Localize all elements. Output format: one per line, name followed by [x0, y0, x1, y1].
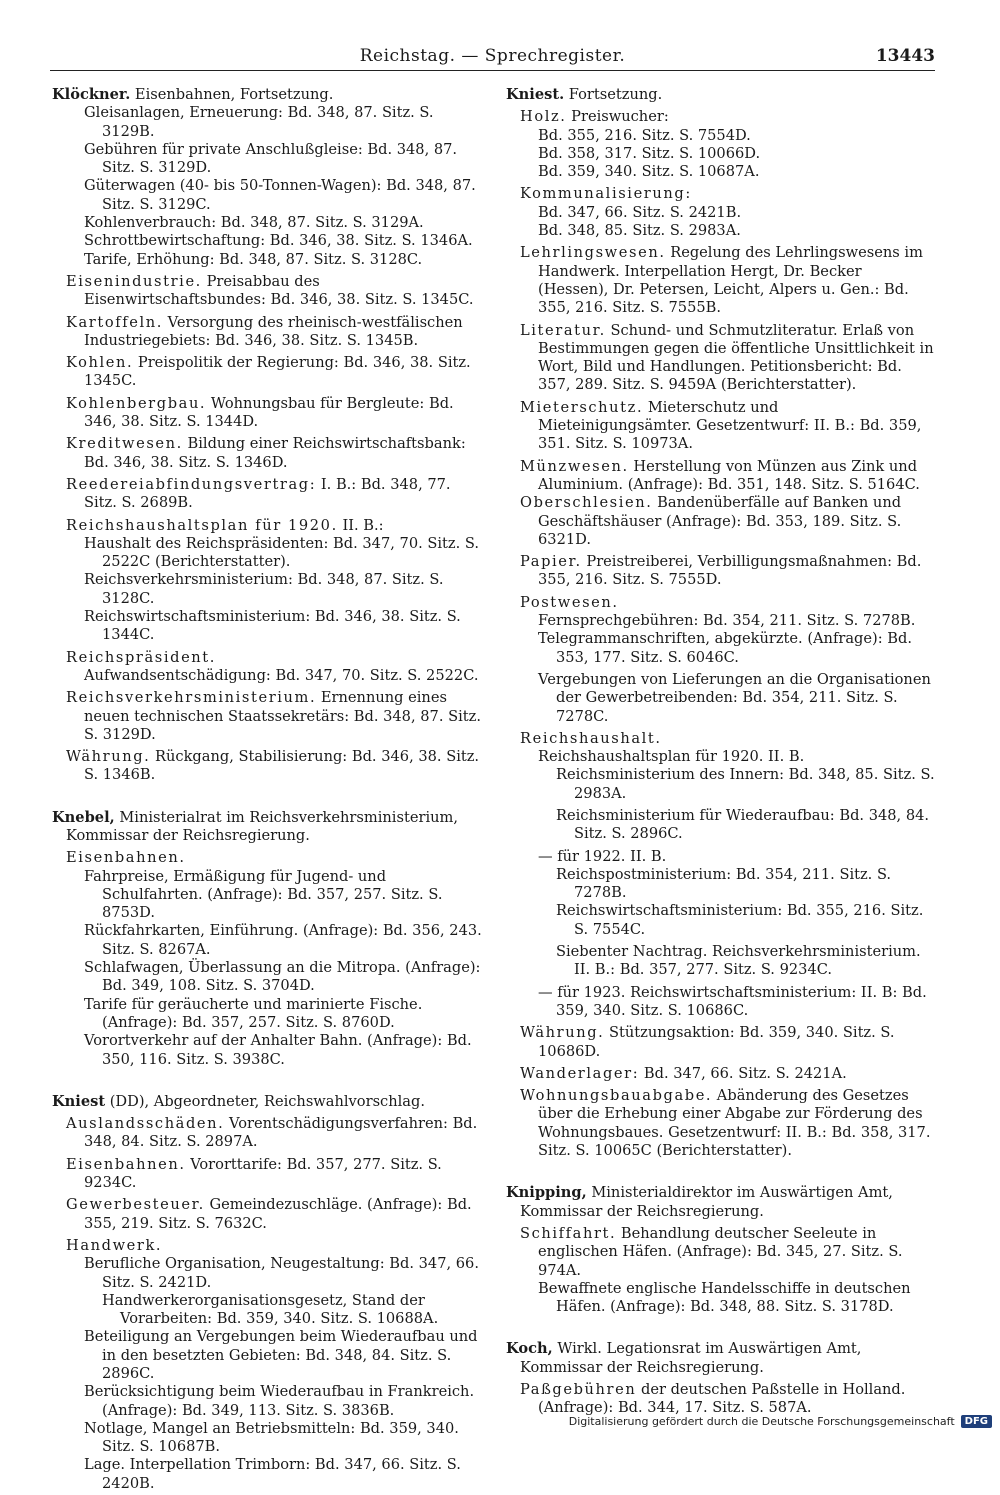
entry-heading: [506, 1184, 936, 1221]
subject-label: Oberschlesien.: [520, 494, 653, 512]
subject-item: [506, 1024, 936, 1061]
subject-item: [52, 1156, 482, 1193]
entry-heading-text: Ministerialrat im Reichsverkehrsministerium, Kommissar der Reichsregierung.: [66, 808, 458, 844]
entry-heading-text: Ministerialdirektor im Auswärtigen Amt, Kommissar der Reichsregierung.: [520, 1184, 893, 1220]
subject-item: [52, 748, 482, 785]
subject-item: [506, 244, 936, 317]
subject-label: Auslandsschäden.: [66, 1115, 225, 1133]
subject-label: Gewerbesteuer.: [66, 1196, 205, 1214]
list-item: Bd. 355, 216. Sitz. S. 7554D.: [538, 126, 751, 144]
subject-text: der deutschen Paßstelle in Holland. (Anfrage): Bd. 344, 17. Sitz. S. 587A.: [538, 1381, 906, 1417]
subject-label: Wanderlager:: [520, 1064, 640, 1082]
subject-text: I. B.: Bd. 348, 77. Sitz. S. 2689B.: [84, 475, 451, 512]
list-item: Bd. 358, 317. Sitz. S. 10066D.: [538, 144, 761, 162]
entry-kniest-continued: [506, 86, 936, 1160]
subject-label: Kartoffeln.: [66, 313, 163, 331]
list-item: Rückfahrkarten, Einführung. (Anfrage): Bd. 356, 243. Sitz. S. 8267A.: [84, 922, 482, 958]
subject-item: [52, 689, 482, 744]
list-item: Aufwandsentschädigung: Bd. 347, 70. Sitz. S. 2522C.: [84, 666, 479, 684]
dfg-logo-badge: DFG: [961, 1415, 992, 1428]
list-item: Schrottbewirtschaftung: Bd. 346, 38. Sitz. S. 1346A.: [84, 232, 473, 250]
subject-text: Bandenüberfälle auf Banken und Geschäftshäuser (Anfrage): Bd. 353, 189. Sitz. S. 6321D.: [538, 494, 902, 548]
list-item: Fernsprechgebühren: Bd. 354, 211. Sitz. S. 7278B.: [538, 612, 916, 630]
right-column: [506, 86, 936, 1420]
subject-text: Regelung des Lehrlingswesens im Handwerk. Interpellation Hergt, Dr. Becker (Hessen), Dr. Petersen, Leicht, Alpers u. Gen.: Bd. 355, 216. Sitz. S. 7555B.: [538, 244, 923, 317]
entry-heading-text: Wirkl. Legationsrat im Auswärtigen Amt, Kommissar der Reichsregierung.: [520, 1340, 862, 1376]
subject-text: Abänderung des Gesetzes über die Erhebung einer Abgabe zur Förderung des Wohnungsbaues. Gesetzentwurf: II. B.: Bd. 358, 317. Sitz. S. 10065C (Berichterstatter).: [538, 1087, 931, 1160]
list-item: Gleisanlagen, Erneuerung: Bd. 348, 87. Sitz. S. 3129B.: [84, 104, 434, 140]
subject-item: [52, 314, 482, 351]
subject-label: Reichshaushaltsplan für 1920.: [66, 516, 338, 534]
list-item: Handwerkerorganisationsgesetz, Stand der Vorarbeiten: Bd. 359, 340. Sitz. S. 10688A.: [102, 1291, 439, 1328]
subject-label: Kreditwesen.: [66, 435, 183, 453]
subject-item: [52, 273, 482, 310]
subject-item: [506, 399, 936, 454]
subject-label: Reichsverkehrsministerium.: [66, 689, 317, 707]
list-item: Bd. 348, 85. Sitz. S. 2983A.: [538, 222, 741, 240]
subject-label: Münzwesen.: [520, 457, 629, 475]
subject-label: Wohnungsbauabgabe.: [520, 1087, 713, 1105]
list-item: Siebenter Nachtrag. Reichsverkehrsministerium. II. B.: Bd. 357, 277. Sitz. S. 9234C.: [556, 943, 921, 979]
subject-item: [52, 1196, 482, 1233]
subject-label: Paßgebühren: [520, 1381, 637, 1398]
subject-label: Holz.: [520, 108, 567, 126]
entry-heading: [52, 809, 482, 846]
subject-text: II. B.:: [337, 516, 384, 534]
speaker-name: Kniest.: [506, 86, 565, 103]
speaker-name: Knebel,: [52, 808, 115, 826]
subject-label: Lehrlingswesen.: [520, 244, 666, 262]
subject-item: [52, 354, 482, 391]
list-item: Beteiligung an Vergebungen beim Wiederaufbau und in den besetzten Gebieten: Bd. 348, 84. Sitz. S. 2896C.: [84, 1328, 478, 1382]
speaker-name: Kniest: [52, 1092, 106, 1110]
subject-label: Reedereiabfindungsvertrag:: [66, 475, 317, 493]
list-item: Haushalt des Reichspräsidenten: Bd. 347, 70. Sitz. S. 2522C (Berichterstatter).: [84, 534, 479, 571]
subject-label: Kohlenbergbau.: [66, 394, 207, 412]
subject-text: Schund- und Schmutzliteratur. Erlaß von Bestimmungen gegen die öffentliche Unsittlichkeit in Wort, Bild und Handlungen. Petitionsbericht: Bd. 357, 289. Sitz. S. 9459A (Berichterstatter).: [538, 321, 934, 394]
subject-label: Kohlen.: [66, 354, 134, 372]
list-item: Tarife für geräucherte und marinierte Fische. (Anfrage): Bd. 357, 257. Sitz. S. 8760D.: [84, 995, 423, 1031]
list-item: Bewaffnete englische Handelsschiffe in deutschen Häfen. (Anfrage): Bd. 348, 88. Sitz. S. 3178D.: [538, 1279, 911, 1316]
subject-text: Wohnungsbau für Bergleute: Bd. 346, 38. Sitz. S. 1344D.: [84, 394, 454, 431]
list-item: Bd. 359, 340. Sitz. S. 10687A.: [538, 163, 760, 181]
list-item: Telegrammanschriften, abgekürzte. (Anfrage): Bd. 353, 177. Sitz. S. 6046C.: [538, 630, 912, 666]
footer-text: Digitalisierung gefördert durch die Deutsche Forschungsgemeinschaft: [568, 1415, 955, 1428]
list-item: Bd. 347, 66. Sitz. S. 2421B.: [538, 203, 742, 221]
entry-kloeckner: [52, 86, 482, 785]
subject-item: [506, 1087, 936, 1160]
speaker-name: Knipping,: [506, 1184, 587, 1202]
list-item: Güterwagen (40- bis 50-Tonnen-Wagen): Bd. 348, 87. Sitz. S. 3129C.: [84, 177, 476, 213]
subject-label: Papier.: [520, 553, 582, 571]
subject-label: Schiffahrt.: [520, 1224, 617, 1242]
subject-text: Mieterschutz und Mieteinigungsämter. Gesetzentwurf: II. B.: Bd. 359, 351. Sitz. S. 10973A.: [538, 398, 922, 453]
subject-label: Postwesen.: [520, 593, 619, 611]
subject-item: [52, 476, 482, 513]
subject-text: Herstellung von Münzen aus Zink und Aluminium. (Anfrage): Bd. 351, 148. Sitz. S. 5164C.: [538, 457, 920, 493]
subject-label: Literatur.: [520, 321, 606, 339]
subject-label: Eisenindustrie.: [66, 272, 202, 290]
list-item: Gebühren für private Anschlußgleise: Bd. 348, 87. Sitz. S. 3129D.: [84, 140, 458, 177]
subject-item: [506, 1381, 936, 1418]
subject-item: [506, 322, 936, 395]
subject-text: Rückgang, Stabilisierung: Bd. 346, 38. Sitz. S. 1346B.: [84, 748, 480, 784]
entry-koch: [506, 1340, 936, 1417]
subject-text: Bd. 347, 66. Sitz. S. 2421A.: [639, 1064, 847, 1082]
subject-item: [506, 108, 936, 126]
subject-item: [52, 1237, 482, 1255]
list-item: Tarife, Erhöhung: Bd. 348, 87. Sitz. S. 3128C.: [84, 250, 423, 268]
entry-heading: [52, 86, 482, 104]
subject-item: [506, 458, 936, 495]
subject-item: [506, 594, 936, 612]
digitization-footer: [569, 1415, 992, 1428]
list-item: Berücksichtigung beim Wiederaufbau in Frankreich. (Anfrage): Bd. 349, 113. Sitz. S. 3836B.: [84, 1383, 475, 1419]
subject-item: [52, 435, 482, 472]
subject-text: Preistreiberei, Verbilligungsmaßnahmen: Bd. 355, 216. Sitz. S. 7555D.: [538, 553, 922, 589]
list-item: Reichswirtschaftsministerium: Bd. 355, 216. Sitz. S. 7554C.: [556, 902, 924, 938]
subject-item: [52, 395, 482, 432]
left-column: [52, 86, 482, 1495]
speaker-name: Klöckner.: [52, 86, 131, 103]
subject-item: [506, 553, 936, 590]
list-item: Schlafwagen, Überlassung an die Mitropa. (Anfrage): Bd. 349, 108. Sitz. S. 3704D.: [84, 959, 481, 995]
entry-heading: [506, 86, 936, 104]
list-item: Reichsverkehrsministerium: Bd. 348, 87. Sitz. S. 3128C.: [84, 571, 444, 607]
entry-knipping: [506, 1184, 936, 1316]
subject-item: [52, 1115, 482, 1152]
list-item: Vergebungen von Lieferungen an die Organisationen der Gewerbetreibenden: Bd. 354, 211. Sitz. S. 7278C.: [538, 670, 931, 725]
entry-heading: [506, 1340, 936, 1377]
speaker-name: Koch,: [506, 1340, 553, 1358]
subject-text: Vorentschädigungsverfahren: Bd. 348, 84. Sitz. S. 2897A.: [84, 1115, 478, 1151]
list-item: Fahrpreise, Ermäßigung für Jugend- und Schulfahrten. (Anfrage): Bd. 357, 257. Sitz. S. 8753D.: [84, 867, 443, 922]
list-item: Reichsministerium für Wiederaufbau: Bd. 348, 84. Sitz. S. 2896C.: [556, 806, 930, 843]
subject-label: Währung.: [66, 748, 151, 766]
subject-text: Stützungsaktion: Bd. 359, 340. Sitz. S. 10686D.: [538, 1024, 895, 1060]
subject-label: Mieterschutz.: [520, 398, 644, 416]
entry-heading-text: (DD), Abgeordneter, Reichswahlvorschlag.: [105, 1092, 425, 1110]
subject-text: Preispolitik der Regierung: Bd. 346, 38. Sitz. 1345C.: [84, 354, 471, 390]
subject-text: Versorgung des rheinisch-westfälischen Industriegebiets: Bd. 346, 38. Sitz. S. 1345B.: [84, 313, 463, 349]
subject-item: [52, 517, 482, 535]
entry-knebel: [52, 809, 482, 1069]
subject-item: [506, 494, 936, 549]
subject-label: Reichspräsident.: [66, 648, 217, 666]
subject-text: Preiswucher:: [566, 108, 669, 126]
subject-label: Eisenbahnen.: [66, 1155, 186, 1173]
subject-text: Preisabbau des Eisenwirtschaftsbundes: Bd. 346, 38. Sitz. S. 1345C.: [84, 272, 474, 309]
subject-item: [506, 185, 936, 203]
list-item: Berufliche Organisation, Neugestaltung: Bd. 347, 66. Sitz. S. 2421D.: [84, 1255, 479, 1291]
subject-item: [506, 1065, 936, 1083]
subject-text: Bildung einer Reichswirtschaftsbank: Bd. 346, 38. Sitz. S. 1346D.: [84, 435, 466, 471]
list-item: Notlage, Mangel an Betriebsmitteln: Bd. 359, 340. Sitz. S. 10687B.: [84, 1419, 459, 1456]
subject-item: [52, 649, 482, 667]
subject-item: [506, 730, 936, 748]
subject-text: Vororttarife: Bd. 357, 277. Sitz. S. 9234C.: [84, 1155, 442, 1192]
subject-label: Währung.: [520, 1024, 605, 1042]
subject-label: Reichshaushalt.: [520, 729, 662, 747]
subject-item: [52, 849, 482, 867]
subject-label: Handwerk.: [66, 1236, 163, 1254]
list-item: Reichspostministerium: Bd. 354, 211. Sitz. S. 7278B.: [556, 865, 892, 902]
page-number: 13443: [875, 46, 935, 66]
entry-heading-text: Eisenbahnen, Fortsetzung.: [130, 86, 334, 103]
list-item: Reichsministerium des Innern: Bd. 348, 85. Sitz. S. 2983A.: [556, 766, 935, 802]
header-title: Reichstag. — Sprechregister.: [359, 46, 626, 66]
subject-label: Eisenbahnen.: [66, 849, 186, 867]
list-item: — für 1922. II. B.: [538, 847, 667, 865]
list-item: Lage. Interpellation Trimborn: Bd. 347, 66. Sitz. S. 2420B.: [84, 1456, 461, 1492]
list-item: Vorortverkehr auf der Anhalter Bahn. (Anfrage): Bd. 350, 116. Sitz. S. 3938C.: [84, 1032, 472, 1068]
subject-item: [506, 1225, 936, 1280]
entry-heading: [52, 1093, 482, 1111]
page-header: [50, 40, 935, 71]
list-item: Kohlenverbrauch: Bd. 348, 87. Sitz. S. 3129A.: [84, 214, 424, 232]
subject-text: Behandlung deutscher Seeleute in englischen Häfen. (Anfrage): Bd. 345, 27. Sitz. S. 974A.: [538, 1224, 903, 1279]
list-item: Reichswirtschaftsministerium: Bd. 346, 38. Sitz. S. 1344C.: [84, 608, 461, 644]
subject-text: Gemeindezuschläge. (Anfrage): Bd. 355, 219. Sitz. S. 7632C.: [84, 1196, 472, 1232]
list-item: Reichshaushaltsplan für 1920. II. B.: [538, 748, 805, 766]
entry-heading-text: Fortsetzung.: [564, 86, 663, 103]
subject-text: Ernennung eines neuen technischen Staatssekretärs: Bd. 348, 87. Sitz. S. 3129D.: [84, 689, 481, 743]
list-item: — für 1923. Reichswirtschaftsministerium: II. B: Bd. 359, 340. Sitz. S. 10686C.: [538, 983, 927, 1019]
subject-label: Kommunalisierung:: [520, 185, 692, 203]
entry-kniest: [52, 1093, 482, 1493]
